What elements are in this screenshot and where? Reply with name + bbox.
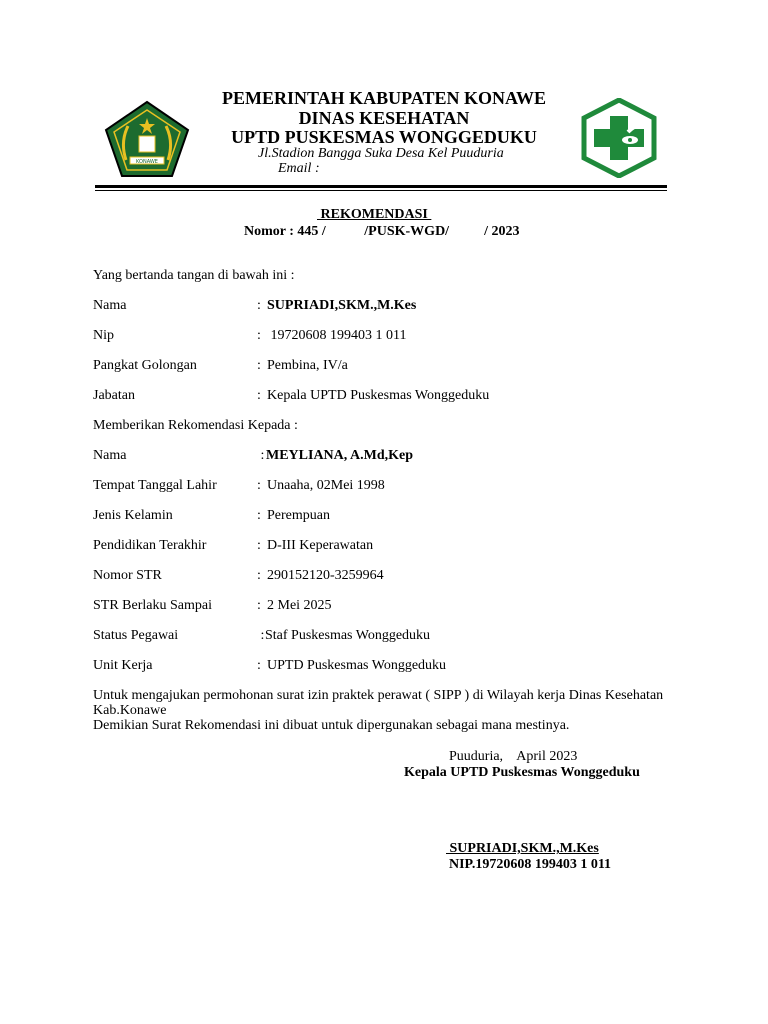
signer-nip-value: 19720608 199403 1 011 (267, 328, 407, 343)
body-purpose-text: Untuk mengajukan permohonan surat izin praktek perawat ( SIPP ) di Wilayah kerja Dinas Kesehatan (93, 688, 664, 703)
recipient-name-label: Nama (93, 448, 127, 463)
body-purpose-text-cont: Kab.Konawe (93, 703, 167, 718)
header-address: Jl.Stadion Bangga Suka Desa Kel Puuduria (258, 146, 504, 161)
recipient-birth-colon: : (257, 478, 261, 493)
document-number: Nomor : 445 / /PUSK-WGD/ / 2023 (244, 224, 520, 239)
signature-place-date: Puuduria, April 2023 (449, 749, 578, 764)
signer-position-colon: : (257, 388, 261, 403)
body-closing-text: Demikian Surat Rekomendasi ini dibuat untuk dipergunakan sebagai mana mestinya. (93, 718, 570, 733)
recipient-education-colon: : (257, 538, 261, 553)
signer-rank-value: Pembina, IV/a (267, 358, 348, 373)
intro-text: Yang bertanda tangan di bawah ini : (93, 268, 295, 283)
recipient-str-colon: : (257, 568, 261, 583)
recipient-str-expiry-colon: : (257, 598, 261, 613)
signature-position: Kepala UPTD Puskesmas Wonggeduku (404, 765, 640, 780)
recipient-intro-text: Memberikan Rekomendasi Kepada : (93, 418, 298, 433)
signer-position-value: Kepala UPTD Puskesmas Wonggeduku (267, 388, 490, 403)
document-title: REKOMENDASI (317, 207, 432, 222)
recipient-gender-colon: : (257, 508, 261, 523)
recipient-education-value: D-III Keperawatan (267, 538, 374, 553)
recipient-str-expiry-label: STR Berlaku Sampai (93, 598, 212, 613)
signer-position-label: Jabatan (93, 388, 135, 403)
recipient-str-label: Nomor STR (93, 568, 162, 583)
recipient-status-value: Staf Puskesmas Wonggeduku (265, 628, 431, 643)
signature-nip: NIP.19720608 199403 1 011 (449, 857, 612, 872)
recipient-name-value: MEYLIANA, A.Md,Kep (266, 448, 414, 463)
signer-name-colon: : (257, 298, 261, 313)
signer-name-label: Nama (93, 298, 127, 313)
header-rule-thick (95, 185, 667, 188)
recipient-gender-label: Jenis Kelamin (93, 508, 173, 523)
signer-rank-colon: : (257, 358, 261, 373)
signature-name: SUPRIADI,SKM.,M.Kes (446, 841, 599, 856)
recipient-unit-colon: : (257, 658, 261, 673)
recipient-status-label: Status Pegawai (93, 628, 179, 643)
signer-rank-label: Pangkat Golongan (93, 358, 197, 373)
signer-nip-label: Nip (93, 328, 114, 343)
recipient-unit-value: UPTD Puskesmas Wonggeduku (267, 658, 447, 673)
header-unit: UPTD PUSKESMAS WONGGEDUKU (231, 127, 537, 147)
recipient-str-expiry-value: 2 Mei 2025 (267, 598, 332, 613)
recipient-str-value: 290152120-3259964 (267, 568, 384, 583)
signer-name-value: SUPRIADI,SKM.,M.Kes (267, 298, 417, 313)
header-email: Email : (278, 161, 320, 176)
header-rule-thin (95, 190, 667, 191)
recipient-birth-label: Tempat Tanggal Lahir (93, 478, 217, 493)
recipient-status-colon: : (257, 628, 265, 643)
header-department: DINAS KESEHATAN (298, 108, 470, 128)
recipient-birth-value: Unaaha, 02Mei 1998 (267, 478, 385, 493)
emblem-banner-text: KONAWE (136, 159, 158, 165)
header-government: PEMERINTAH KABUPATEN KONAWE (221, 88, 547, 108)
recipient-gender-value: Perempuan (267, 508, 330, 523)
recipient-education-label: Pendidikan Terakhir (93, 538, 207, 553)
recipient-name-colon: : (257, 448, 265, 463)
recipient-unit-label: Unit Kerja (93, 658, 153, 673)
signer-nip-colon: : (257, 328, 261, 343)
